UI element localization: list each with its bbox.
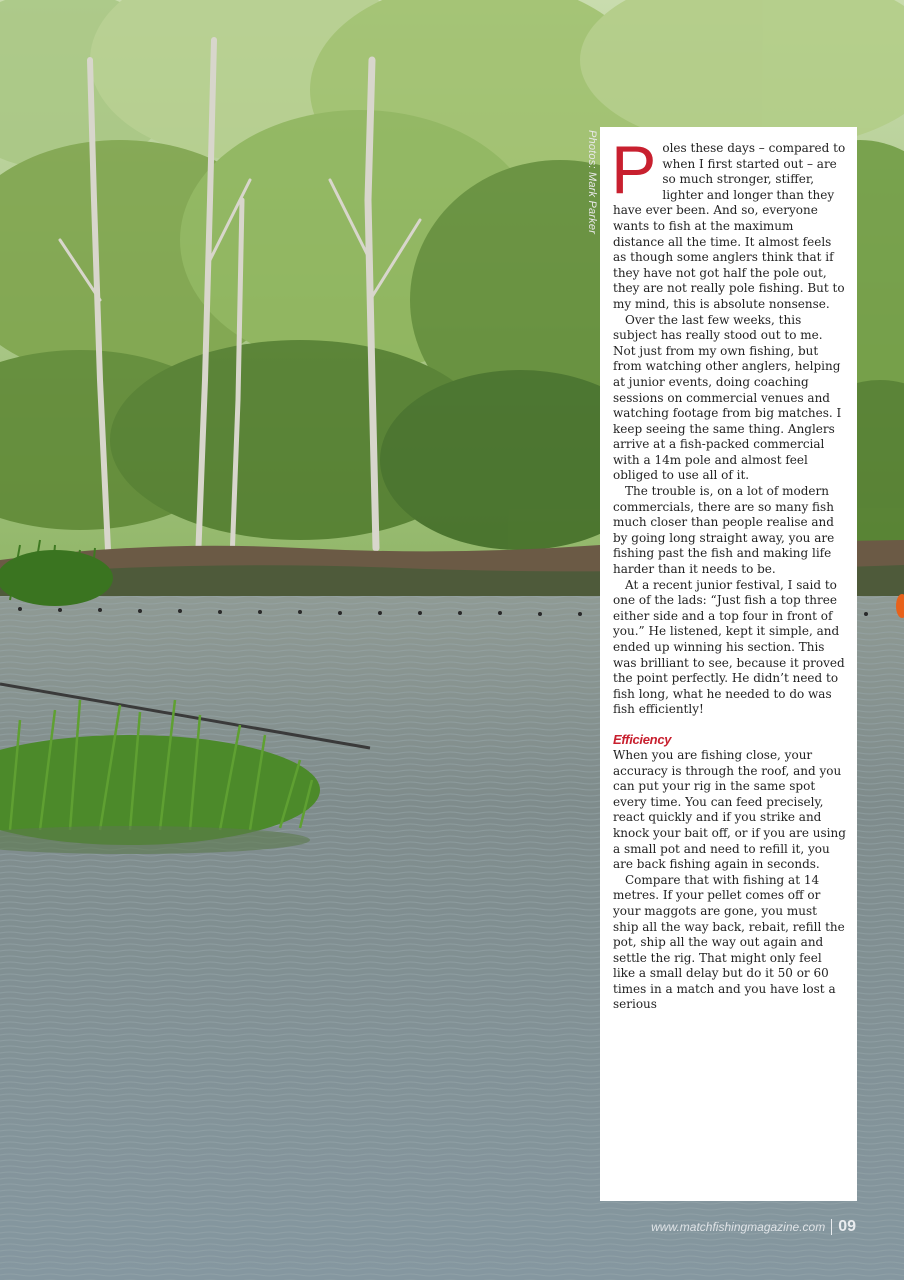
- website-url: www.matchfishingmagazine.com: [651, 1220, 826, 1234]
- article-panel: [600, 127, 857, 1201]
- article-paragraph: [611, 132, 846, 313]
- page-number: 09: [838, 1218, 856, 1235]
- photo-credit: Photos: Mark Parker: [586, 130, 598, 235]
- section-heading: Efficiency: [613, 731, 672, 747]
- article-paragraph: At a recent junior festival, I said to one of the lads: “Just fish a top three either side and a top four in front of you.” He listened, kept it simple, and ended up winning his section. This was brilliant to see, because it proved the point perfectly. He didn’t need to fish long, what he needed to do was fish efficiently!: [613, 577, 845, 717]
- footer-divider: [831, 1219, 832, 1235]
- article-paragraph: Over the last few weeks, this subject has really stood out to me. Not just from my own fishing, but from watching other anglers, helping at junior events, doing coaching sessions on commercial venues and watching footage from big matches. I keep seeing the same thing. Anglers arrive at a fish-packed commercial with a 14m pole and almost feel obliged to use all of it.: [613, 312, 842, 483]
- drop-cap: P: [611, 132, 657, 208]
- article-paragraph: When you are fishing close, your accuracy is through the roof, and you can put your rig in the same spot every time. You can feed precisely, react quickly and if you strike and knock your bait off, or if you are using a small pot and need to refill it, you are back fishing again in seconds.: [613, 747, 846, 872]
- paragraph-text: oles these days – compared to when I first started out – are so much stronger, stiffer, lighter and longer than they have ever been. And so, everyone wants to fish at the maximum distance all the time. It almost feels as though some anglers think that if they have not got half the pole out, they are not really pole fishing. But to my mind, this is absolute nonsense.: [613, 141, 846, 311]
- page-footer: [651, 1218, 856, 1236]
- article-paragraph: The trouble is, on a lot of modern commercials, there are so many fish much closer than people realise and by going long straight away, you are fishing past the fish and making life harder than it needs to be.: [613, 484, 835, 577]
- article-paragraph: Compare that with fishing at 14 metres. If your pellet comes off or your maggots are gone, you must ship all the way back, rebait, refill the pot, ship all the way out again and settle the rig. That might only feel like a small delay but do it 50 or 60 times in a match and you have lost a serious: [613, 872, 845, 1012]
